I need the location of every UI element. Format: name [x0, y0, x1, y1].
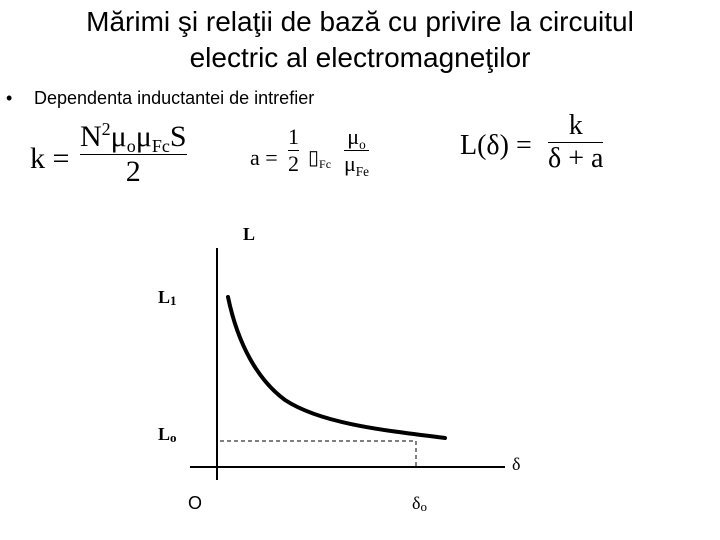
- origin-label: O: [188, 493, 203, 513]
- formula-a-lhs: a =: [250, 145, 278, 170]
- bullet-marker: •: [6, 88, 13, 108]
- formula-a-box-glyph: ▯: [308, 147, 320, 169]
- k-num-mu-sub: o: [126, 136, 136, 157]
- L1-label: [158, 287, 177, 308]
- formula-a-half-den: 2: [288, 151, 299, 176]
- delta-o-label-sub: o: [420, 499, 427, 514]
- bullet-text: Dependenta inductantei de intrefier: [34, 88, 315, 108]
- k-num-exp: 2: [101, 119, 111, 140]
- formula-L-lhs: L(δ) =: [460, 130, 532, 161]
- formula-a-half-num: 1: [288, 124, 299, 149]
- formula-a-ratio-num-sub: o: [359, 136, 366, 152]
- x-axis-label: δ: [512, 454, 521, 474]
- formula-k-lhs: k =: [30, 142, 70, 175]
- k-num-mu: μ: [110, 120, 127, 153]
- inductance-curve: [228, 297, 445, 438]
- title-line-1: Mărimi şi relaţii de bază cu privire la circuitul: [86, 6, 634, 37]
- formula-a-ratio-num-mu: μ: [347, 124, 360, 149]
- formula-a-ratio-den-sub: Fe: [355, 163, 369, 179]
- formula-a-box-sub: Fc: [319, 157, 332, 172]
- y-axis-label: L: [243, 224, 256, 244]
- Lo-label-main: L: [158, 424, 171, 444]
- delta-o-label: [412, 493, 427, 514]
- k-num-N: N: [80, 120, 102, 153]
- title-line-2: electric al electromagneţilor: [189, 42, 531, 73]
- k-num-mu2: μ: [135, 120, 152, 153]
- Lo-label: [158, 424, 177, 445]
- formula-k-denominator: 2: [125, 155, 141, 188]
- formula-L-num: k: [568, 110, 583, 141]
- L1-label-sub: 1: [170, 293, 177, 308]
- Lo-label-sub: o: [170, 430, 177, 445]
- k-num-S: S: [169, 120, 187, 153]
- delta-o-label-main: δ: [412, 493, 421, 513]
- formula-a-ratio-den-mu: μ: [344, 151, 356, 176]
- k-num-mu2-sub: Fc: [151, 136, 170, 157]
- L1-label-main: L: [158, 287, 171, 307]
- formula-L-den: δ + a: [548, 143, 604, 174]
